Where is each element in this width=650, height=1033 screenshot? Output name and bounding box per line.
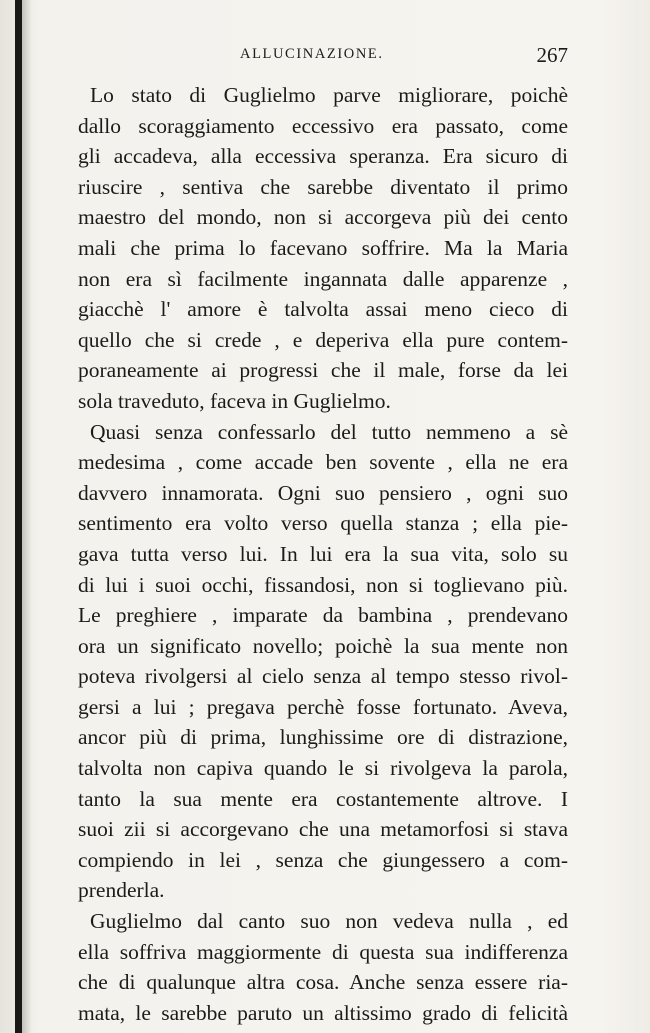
text-line: poraneamente ai progressi che il male, forse da lei — [78, 358, 568, 383]
text-line: giacchè l' amore è talvolta assai meno cieco di — [78, 297, 568, 322]
text-line: di lui i suoi occhi, fissandosi, non si toglievano più. — [78, 572, 568, 597]
text-line: gli accadeva, alla eccessiva speranza. Era sicuro di — [78, 144, 568, 169]
text-line: che di qualunque altra cosa. Anche senza essere ria- — [78, 970, 568, 995]
text-line: suoi zii si accorgevano che una metamorfosi si stava — [78, 817, 568, 842]
text-line: mata, le sarebbe paruto un altissimo grado di felicità — [78, 1000, 568, 1025]
text-line: maestro del mondo, non si accorgeva più dei cento — [78, 205, 568, 230]
text-line: Guglielmo dal canto suo non vedeva nulla , ed — [90, 909, 568, 934]
text-line: medesima , come accade ben sovente , ella ne era — [78, 450, 568, 475]
page-binding-edge — [15, 0, 22, 1033]
text-line: prenderla. — [78, 878, 165, 903]
running-title: ALLUCINAZIONE. — [240, 46, 384, 62]
text-line: dallo scoraggiamento eccessivo era passato, come — [78, 113, 568, 138]
text-line: poteva rivolgersi al cielo senza al tempo stesso rivol- — [78, 664, 568, 689]
text-line: compiendo in lei , senza che giungessero a com- — [78, 847, 568, 872]
text-line: tanto la sua mente era costantemente altrove. I — [78, 786, 568, 811]
text-line: ancor più di prima, lunghissime ore di distrazione, — [78, 725, 568, 750]
binding-shadow — [22, 0, 32, 1033]
text-line: sola traveduto, faceva in Guglielmo. — [78, 388, 391, 413]
text-line: davvero innamorata. Ogni suo pensiero , ogni suo — [78, 480, 568, 505]
page-number: 267 — [536, 43, 568, 67]
text-line: ella soffriva maggiormente di questa sua indifferenza — [78, 939, 568, 964]
text-line: sentimento era volto verso quella stanza ; ella pie- — [78, 511, 568, 536]
text-line: mali che prima lo facevano soffrire. Ma la Maria — [78, 235, 568, 260]
text-line: talvolta non capiva quando le si rivolgeva la parola, — [78, 756, 568, 781]
text-line: ora un significato novello; poichè la sua mente non — [78, 633, 568, 658]
text-line: riuscire , sentiva che sarebbe diventato il primo — [78, 174, 568, 199]
text-line: Quasi senza confessarlo del tutto nemmeno a sè — [90, 419, 568, 444]
text-line: Lo stato di Guglielmo parve migliorare, poichè — [90, 83, 568, 107]
text-line: quello che si crede , e deperiva ella pure contem- — [78, 327, 568, 352]
running-head — [78, 43, 568, 70]
body-text — [78, 80, 568, 1028]
text-line: gersi a lui ; pregava perchè fosse fortunato. Aveva, — [78, 694, 568, 719]
text-line: non era sì facilmente ingannata dalle apparenze , — [78, 266, 568, 291]
text-line: gava tutta verso lui. In lui era la sua vita, solo su — [78, 541, 568, 566]
text-line: Le preghiere , imparate da bambina , prendevano — [78, 603, 568, 628]
